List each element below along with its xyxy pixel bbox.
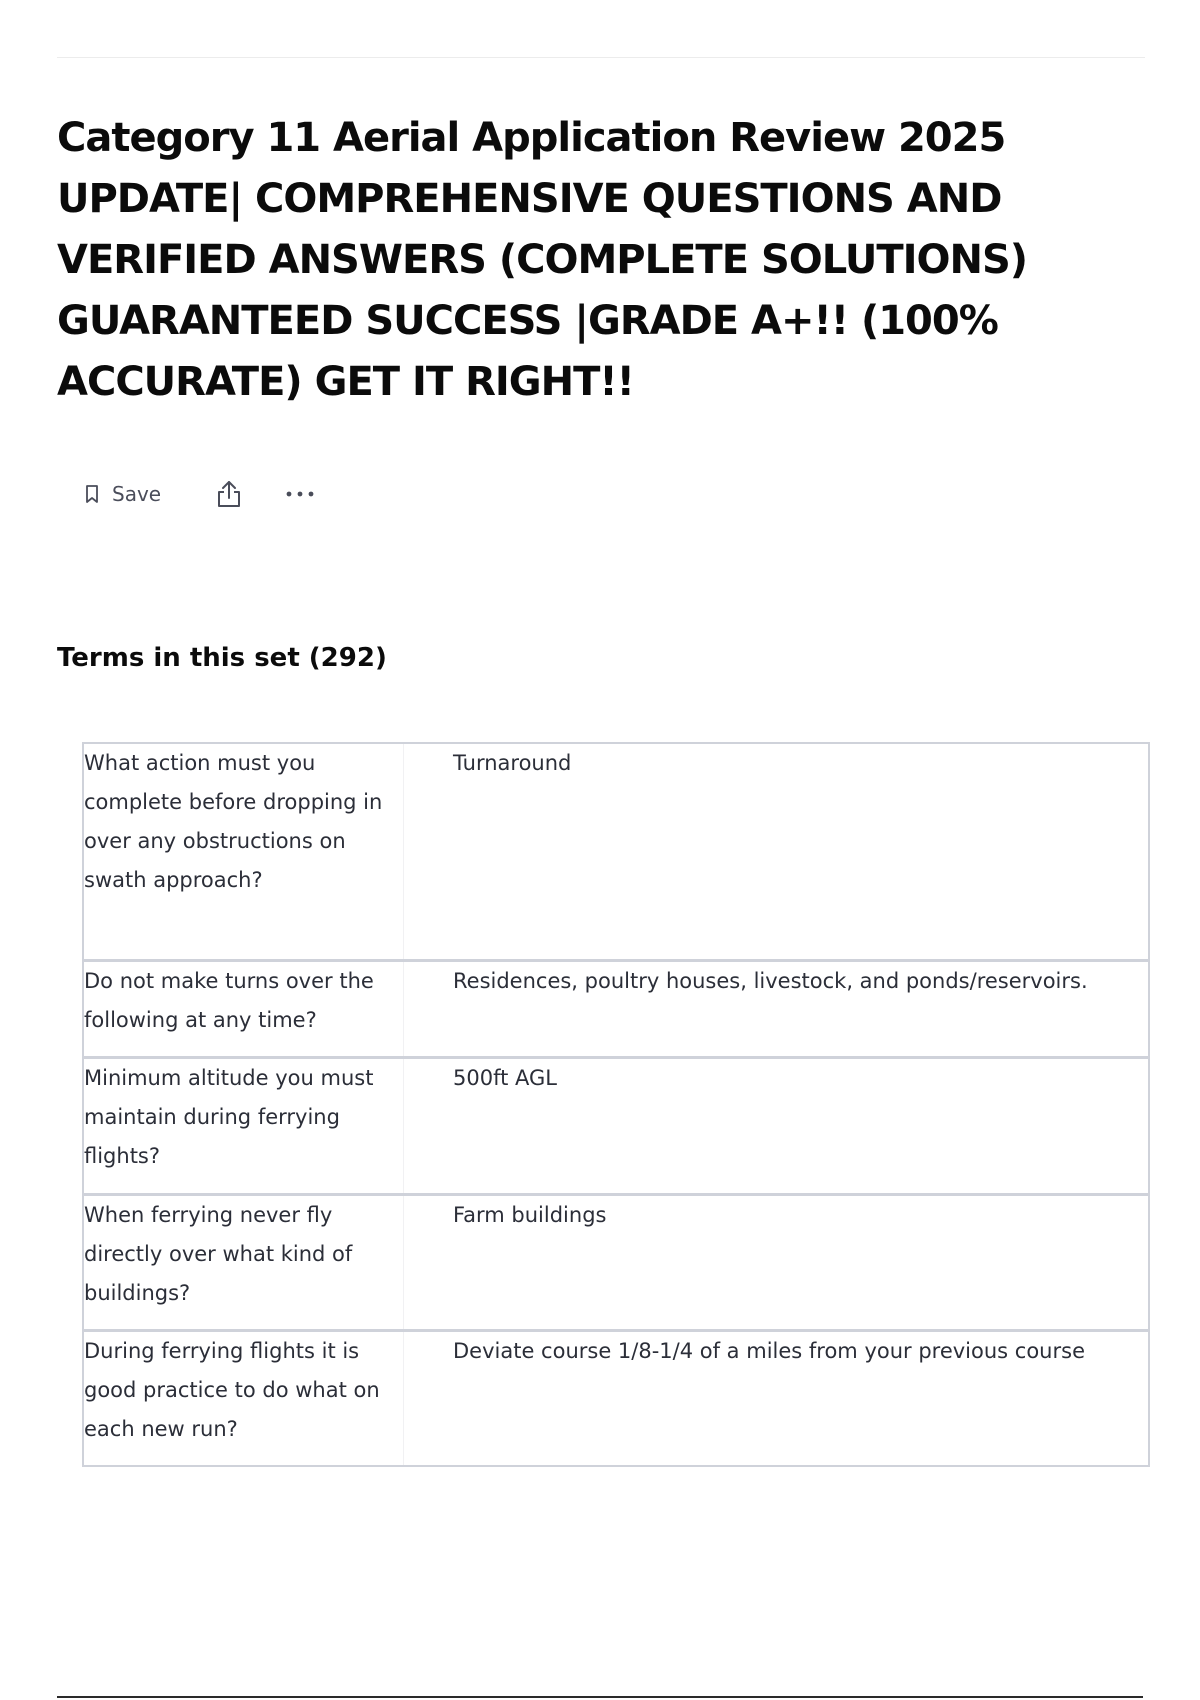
terms-table — [82, 742, 1150, 1467]
term-question: When ferrying never fly directly over what kind of buildings? — [84, 1196, 404, 1329]
term-row — [84, 744, 1148, 959]
bottom-divider — [57, 1696, 1143, 1698]
term-question: Do not make turns over the following at any time? — [84, 962, 404, 1056]
term-answer: Deviate course 1/8-1/4 of a miles from your previous course — [453, 1339, 1085, 1363]
save-label: Save — [112, 482, 162, 506]
more-options-button[interactable] — [285, 490, 315, 498]
term-answer: Residences, poultry houses, livestock, and ponds/reservoirs. — [453, 969, 1088, 993]
term-row — [84, 1056, 1148, 1193]
share-button[interactable] — [215, 479, 243, 509]
term-answer: Turnaround — [453, 751, 572, 775]
terms-heading: Terms in this set (292) — [57, 643, 387, 673]
term-answer: Farm buildings — [453, 1203, 607, 1227]
term-row — [84, 959, 1148, 1056]
term-row — [84, 1193, 1148, 1329]
share-icon — [215, 479, 243, 509]
more-horizontal-icon — [285, 490, 315, 498]
bookmark-icon — [84, 484, 100, 504]
term-question: Minimum altitude you must maintain during ferrying flights? — [84, 1059, 404, 1193]
term-question: What action must you complete before dropping in over any obstructions on swath approach? — [84, 744, 404, 959]
top-divider — [57, 57, 1145, 58]
save-button[interactable] — [84, 482, 161, 506]
page-title: Category 11 Aerial Application Review 2025 UPDATE| COMPREHENSIVE QUESTIONS AND VERIFIED ANSWERS (COMPLETE SOLUTIONS) GUARANTEED SUCCESS |GRADE A+!! (100% ACCURATE) GET IT RIGHT!! — [57, 115, 1028, 405]
term-row — [84, 1329, 1148, 1465]
action-toolbar — [84, 476, 315, 512]
term-question: During ferrying flights it is good practice to do what on each new run? — [84, 1332, 404, 1465]
term-answer: 500ft AGL — [453, 1066, 557, 1090]
